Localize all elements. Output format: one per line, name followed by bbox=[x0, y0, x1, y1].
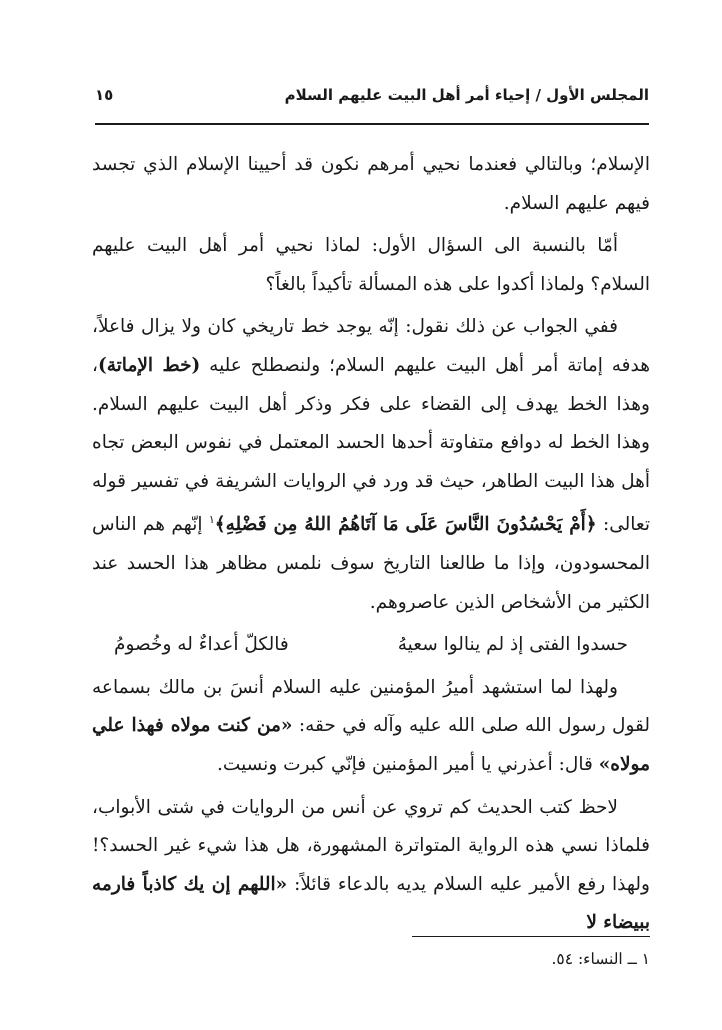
paragraph-2 bbox=[92, 227, 650, 304]
supplication-quote: «اللهم إن يك كاذباً فارمه ببيضاء لا bbox=[92, 873, 650, 934]
footnote-rule bbox=[412, 936, 650, 937]
paragraph-4-text-b: قال: أعذرني يا أمير المؤمنين فإنّي كبرت ونسيت. bbox=[217, 754, 599, 776]
hadith-quote: «من كنت مولاه فهذا علي مولاه» bbox=[92, 715, 650, 776]
paragraph-4-text-a: ولهذا لما استشهد أميرُ المؤمنين عليه السلام أنسَ بن مالك بسماعه لقول رسول الله صلى الله عليه وآله في حقه: bbox=[92, 676, 650, 737]
paragraph-5 bbox=[92, 789, 650, 943]
verse-first-hemistich: حسدوا الفتى إذ لم ينالوا سعيهُ bbox=[397, 634, 628, 656]
paragraph-1-text: الإسلام؛ وبالتالي فعندما نحيي أمرهم نكون قد أحيينا الإسلام الذي تجسد فيهم عليهم السلام. bbox=[92, 154, 650, 214]
running-title: المجلس الأول / إحياء أمر أهل البيت عليهم السلام bbox=[284, 86, 649, 104]
quran-verse: ﴿أَمْ يَحْسُدُونَ النَّاسَ عَلَى مَا آتَاهُمُ اللهُ مِن فَضْلِهِ﴾ bbox=[214, 514, 597, 536]
footnote-ref: ١ bbox=[208, 513, 215, 527]
term-bold: (خط الإماتة) bbox=[97, 354, 201, 376]
paragraph-2-text: أمّا بالنسبة الى السؤال الأول: لماذا نحيي أمر أهل البيت عليهم السلام؟ ولماذا أكدوا على هذه المسألة تأكيداً بالغاً؟ bbox=[92, 235, 650, 295]
footnote: ١ ــ النساء: ٥٤. bbox=[551, 950, 650, 968]
verse-second-hemistich: فالكلّ أعداءٌ له وخُصومُ bbox=[114, 634, 289, 656]
main-text bbox=[92, 146, 650, 947]
paragraph-3-text-b: ، وهذا الخط يهدف إلى القضاء على فكر وذكر أهل البيت عليهم السلام. وهذا الخط له دوافع متفاوتة أحدها الحسد المعتمل في نفوس البعض تجاه أهل هذا البيت الطاهر، حيث قد ورد في الروايات الشريفة في تفسير قوله تعالى: bbox=[92, 354, 650, 536]
paragraph-1 bbox=[92, 146, 650, 223]
paragraph-3-text-a: ففي الجواب عن ذلك نقول: إنّه يوجد خط تاريخي كان ولا يزال فاعلاً، هدفه إماتة أمر أهل البيت عليهم السلام؛ ولنصطلح عليه bbox=[92, 316, 650, 376]
poem-verse bbox=[92, 626, 650, 665]
paragraph-4 bbox=[92, 669, 650, 785]
paragraph-3 bbox=[92, 308, 650, 622]
page-number: ١٥ bbox=[95, 86, 114, 104]
paragraph-5-text-a: لاحظ كتب الحديث كم تروي عن أنس من الروايات في شتى الأبواب، فلماذا نسي هذه الرواية المتواترة المشهورة، هل هذا شيء غير الحسد؟! ولهذا رفع الأمير عليه السلام يديه بالدعاء قائلاً: bbox=[92, 796, 650, 895]
running-header bbox=[95, 86, 649, 116]
paragraph-3-text-c: إنّهم هم الناس المحسودون، وإذا ما طالعنا التاريخ سوف نلمس مظاهر هذا الحسد عند الكثير من الأشخاص الذين عاصروهم. bbox=[92, 514, 650, 613]
header-rule bbox=[95, 123, 649, 125]
